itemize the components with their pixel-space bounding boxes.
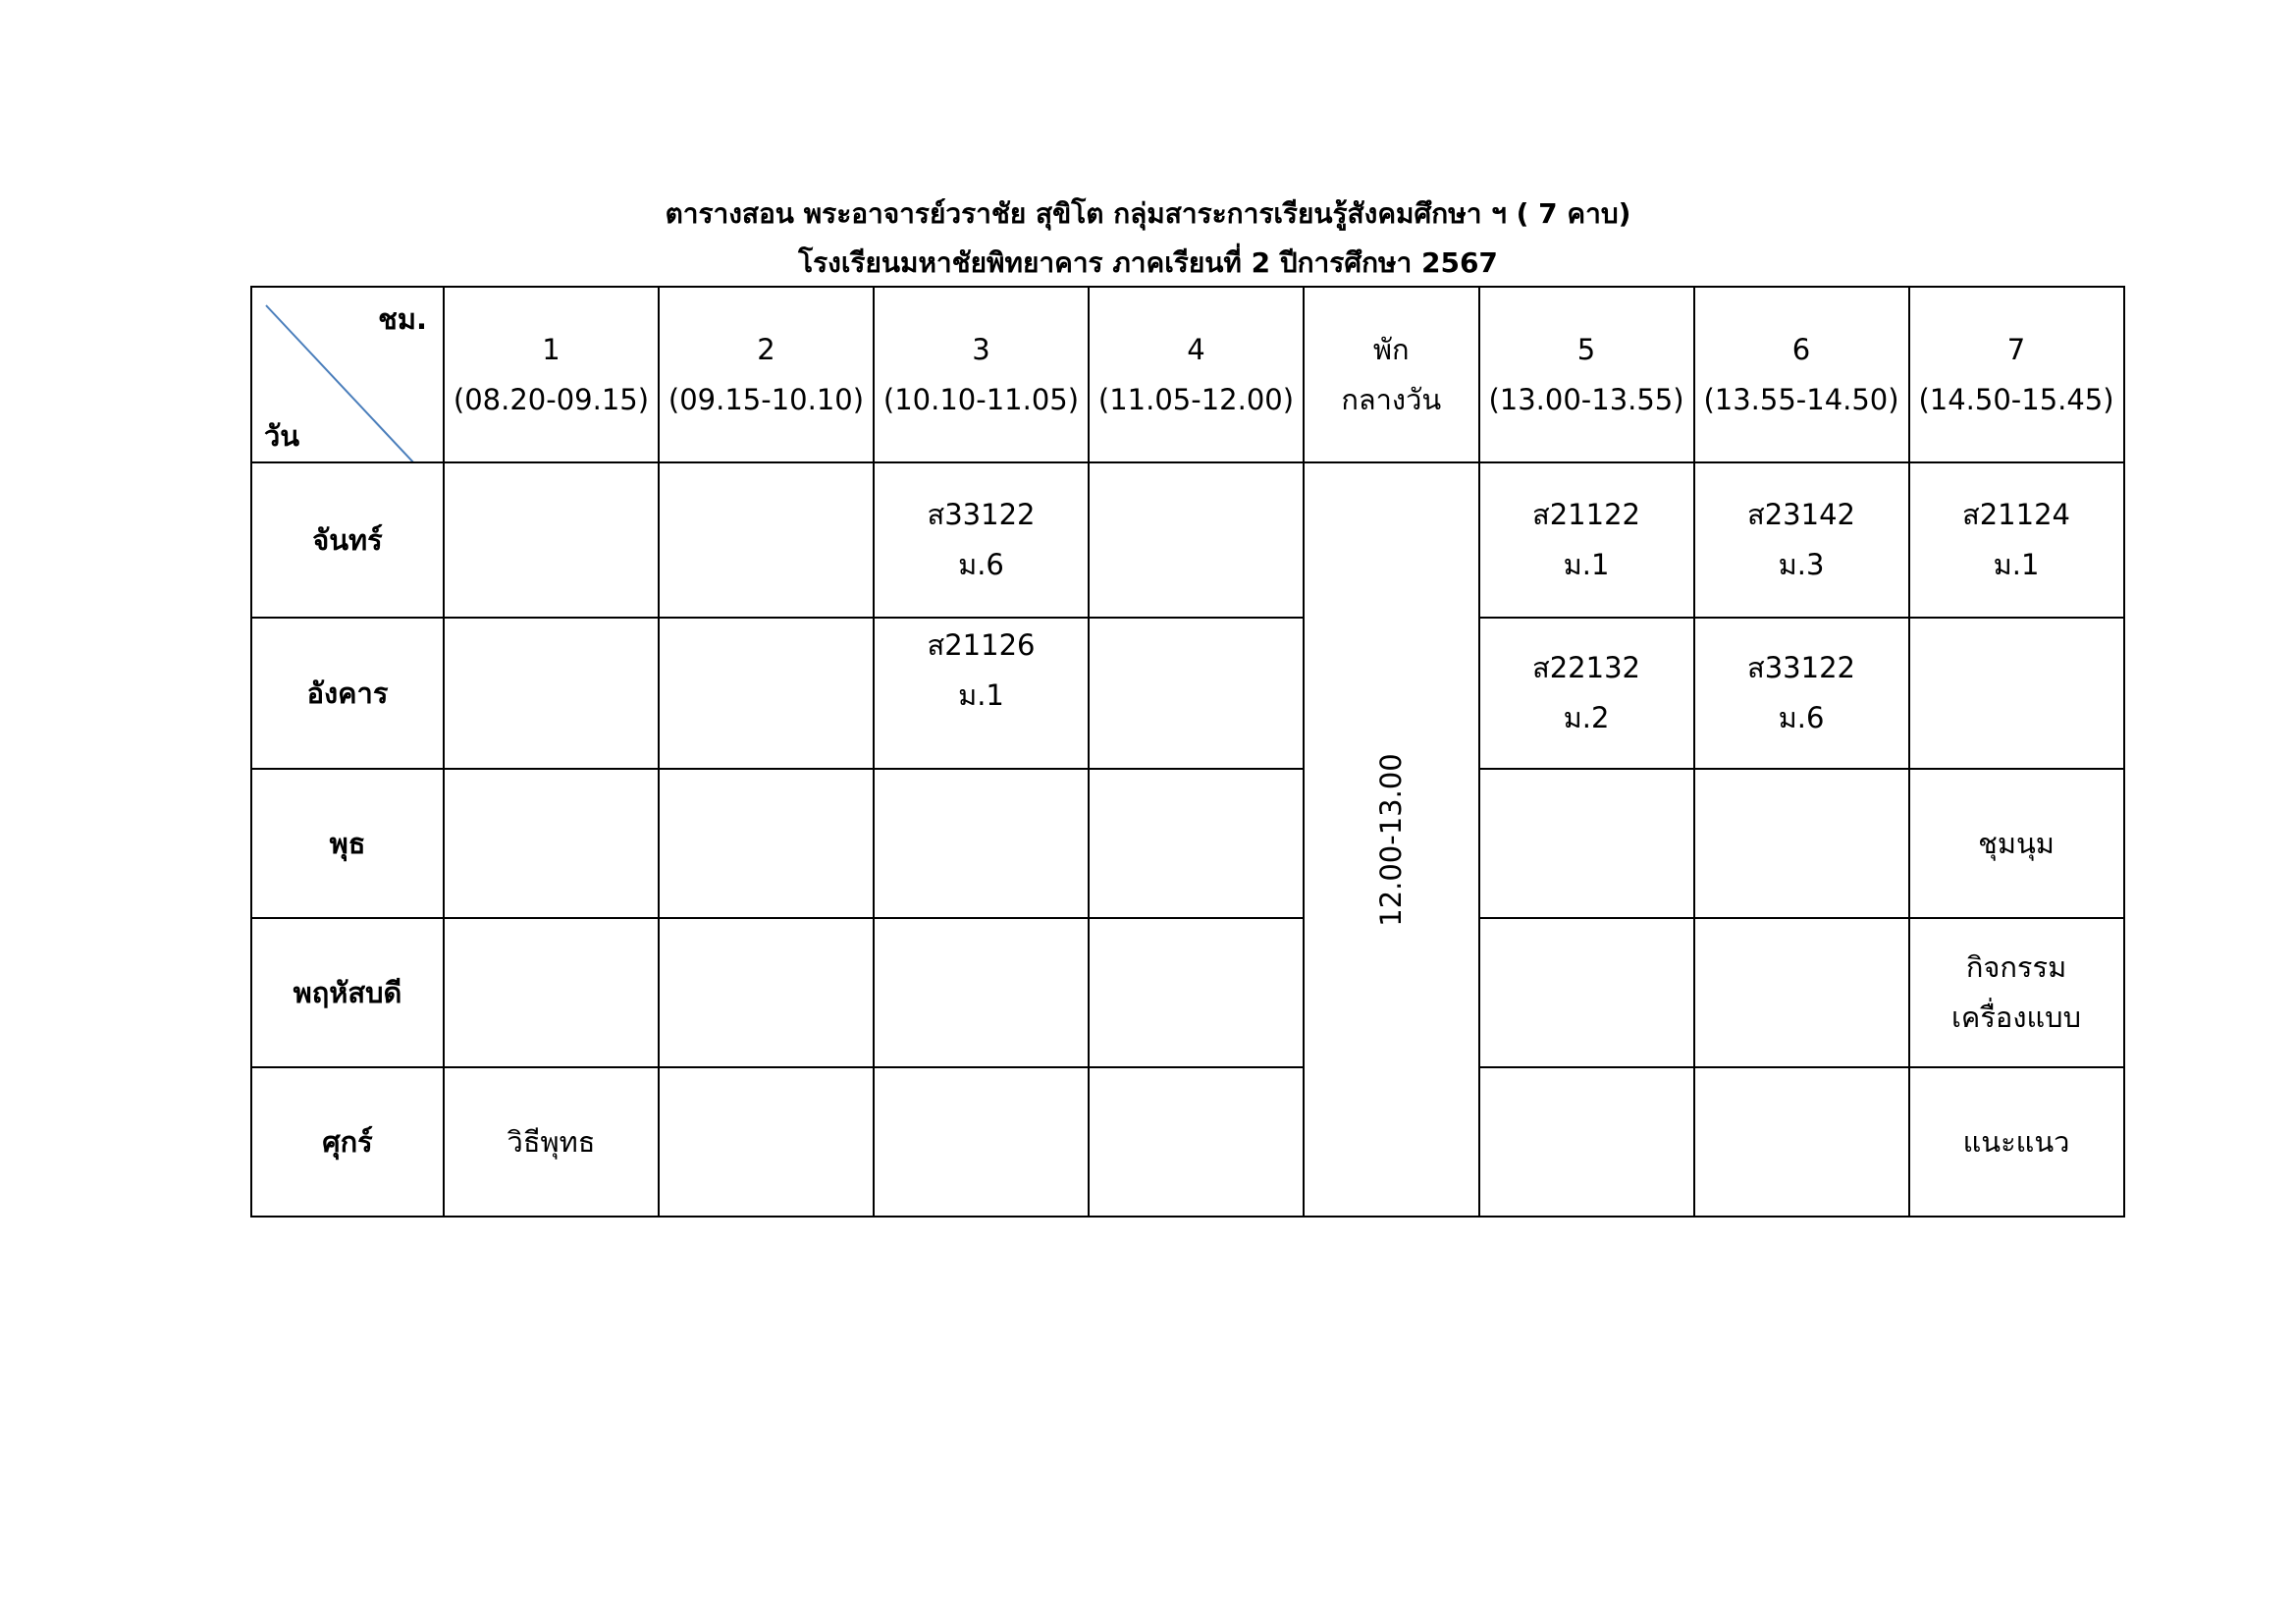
lunch-header bbox=[1304, 287, 1479, 462]
schedule-cell bbox=[444, 769, 659, 918]
schedule-cell bbox=[659, 1067, 874, 1217]
schedule-cell bbox=[1694, 1067, 1909, 1217]
schedule-cell bbox=[1089, 618, 1304, 769]
day-row-tuesday bbox=[251, 618, 2124, 769]
period-time: (10.10-11.05) bbox=[882, 382, 1080, 416]
lunch-label: พัก bbox=[1372, 332, 1410, 366]
day-label: ศุกร์ bbox=[251, 1067, 444, 1217]
schedule-cell bbox=[1479, 769, 1694, 918]
period-number: 2 bbox=[757, 332, 775, 366]
schedule-cell bbox=[874, 462, 1089, 618]
subject-code: ส23142 bbox=[1747, 498, 1855, 531]
schedule-cell bbox=[444, 462, 659, 618]
period-header-6 bbox=[1694, 287, 1909, 462]
schedule-cell bbox=[874, 618, 1089, 769]
schedule-cell bbox=[444, 618, 659, 769]
schedule-cell bbox=[444, 1067, 659, 1217]
period-number: 6 bbox=[1791, 332, 1811, 366]
schedule-cell bbox=[874, 918, 1089, 1067]
schedule-cell bbox=[1089, 462, 1304, 618]
schedule-cell bbox=[659, 918, 874, 1067]
schedule-cell bbox=[874, 1067, 1089, 1217]
schedule-cell bbox=[1694, 618, 1909, 769]
period-number: 3 bbox=[972, 332, 990, 366]
schedule-cell bbox=[1909, 1067, 2124, 1217]
period-header-2 bbox=[659, 287, 874, 462]
period-header-4 bbox=[1089, 287, 1304, 462]
schedule-cell bbox=[874, 769, 1089, 918]
schedule-cell bbox=[444, 918, 659, 1067]
schedule-cell bbox=[1479, 918, 1694, 1067]
schedule-cell bbox=[1089, 769, 1304, 918]
activity-label: กิจกรรม bbox=[1965, 950, 2067, 984]
period-header-3 bbox=[874, 287, 1089, 462]
schedule-cell bbox=[1694, 769, 1909, 918]
corner-period-label: ชม. bbox=[378, 302, 427, 336]
page-subtitle: โรงเรียนมหาชัยพิทยาคาร ภาคเรียนที่ 2 ปีการศึกษา 2567 bbox=[798, 246, 1498, 279]
period-number: 5 bbox=[1576, 332, 1596, 366]
schedule-cell bbox=[659, 462, 874, 618]
schedule-cell bbox=[1909, 462, 2124, 618]
subject-code: ส21126 bbox=[927, 628, 1036, 662]
activity-label: แนะแนว bbox=[1962, 1124, 2070, 1159]
schedule-cell bbox=[1089, 1067, 1304, 1217]
schedule-cell bbox=[1479, 1067, 1694, 1217]
schedule-cell bbox=[1694, 918, 1909, 1067]
activity-sublabel: เครื่องแบบ bbox=[1951, 1001, 2081, 1034]
subject-code: ส21122 bbox=[1532, 498, 1640, 531]
subject-code: ส33122 bbox=[927, 498, 1036, 531]
period-header-7 bbox=[1909, 287, 2124, 462]
activity-label: ชุมนุม bbox=[1978, 826, 2055, 860]
subject-code: ส21124 bbox=[1962, 498, 2070, 531]
subject-code: ส22132 bbox=[1532, 651, 1640, 684]
schedule-cell bbox=[1909, 618, 2124, 769]
lunch-break-cell bbox=[1304, 462, 1479, 1217]
class-level: ม.1 bbox=[1993, 548, 2040, 581]
day-label: พุธ bbox=[251, 769, 444, 918]
day-row-wednesday bbox=[251, 769, 2124, 918]
schedule-cell bbox=[1909, 918, 2124, 1067]
corner-cell bbox=[251, 287, 444, 462]
period-time: (08.20-09.15) bbox=[453, 382, 650, 416]
period-header-1 bbox=[444, 287, 659, 462]
period-time: (09.15-10.10) bbox=[667, 382, 865, 416]
subject-code: ส33122 bbox=[1747, 651, 1855, 684]
lunch-sublabel: กลางวัน bbox=[1341, 382, 1442, 416]
day-label: อังคาร bbox=[251, 618, 444, 769]
period-number: 1 bbox=[542, 332, 561, 366]
schedule-cell bbox=[659, 618, 874, 769]
schedule-cell bbox=[1909, 769, 2124, 918]
period-header-5 bbox=[1479, 287, 1694, 462]
class-level: ม.1 bbox=[1563, 548, 1610, 581]
day-label: จันทร์ bbox=[251, 462, 444, 618]
day-row-thursday bbox=[251, 918, 2124, 1067]
period-number: 4 bbox=[1187, 332, 1205, 366]
schedule-cell bbox=[1089, 918, 1304, 1067]
schedule-cell bbox=[1479, 618, 1694, 769]
class-level: ม.6 bbox=[958, 548, 1004, 581]
period-number: 7 bbox=[2006, 332, 2026, 366]
schedule-cell bbox=[659, 769, 874, 918]
class-level: ม.3 bbox=[1778, 548, 1825, 581]
schedule-cell bbox=[1479, 462, 1694, 618]
day-row-monday bbox=[251, 462, 2124, 618]
day-row-friday bbox=[251, 1067, 2124, 1217]
period-time: (13.55-14.50) bbox=[1703, 382, 1899, 416]
class-level: ม.1 bbox=[958, 678, 1004, 712]
period-time: (14.50-15.45) bbox=[1918, 382, 2114, 416]
activity-label: วิธีพุทธ bbox=[507, 1124, 596, 1159]
header-row bbox=[251, 287, 2124, 462]
corner-day-label: วัน bbox=[264, 419, 300, 453]
schedule-cell bbox=[1694, 462, 1909, 618]
page-title: ตารางสอน พระอาจารย์วราชัย สุขิโต กลุ่มสาระการเรียนรู้สังคมศึกษา ฯ ( 7 คาบ) bbox=[665, 197, 1631, 230]
schedule-table bbox=[250, 286, 2125, 1218]
period-time: (11.05-12.00) bbox=[1097, 382, 1295, 416]
day-label: พฤหัสบดี bbox=[251, 918, 444, 1067]
class-level: ม.2 bbox=[1563, 701, 1610, 734]
lunch-time: 12.00-13.00 bbox=[1373, 752, 1408, 927]
period-time: (13.00-13.55) bbox=[1488, 382, 1684, 416]
class-level: ม.6 bbox=[1778, 701, 1825, 734]
